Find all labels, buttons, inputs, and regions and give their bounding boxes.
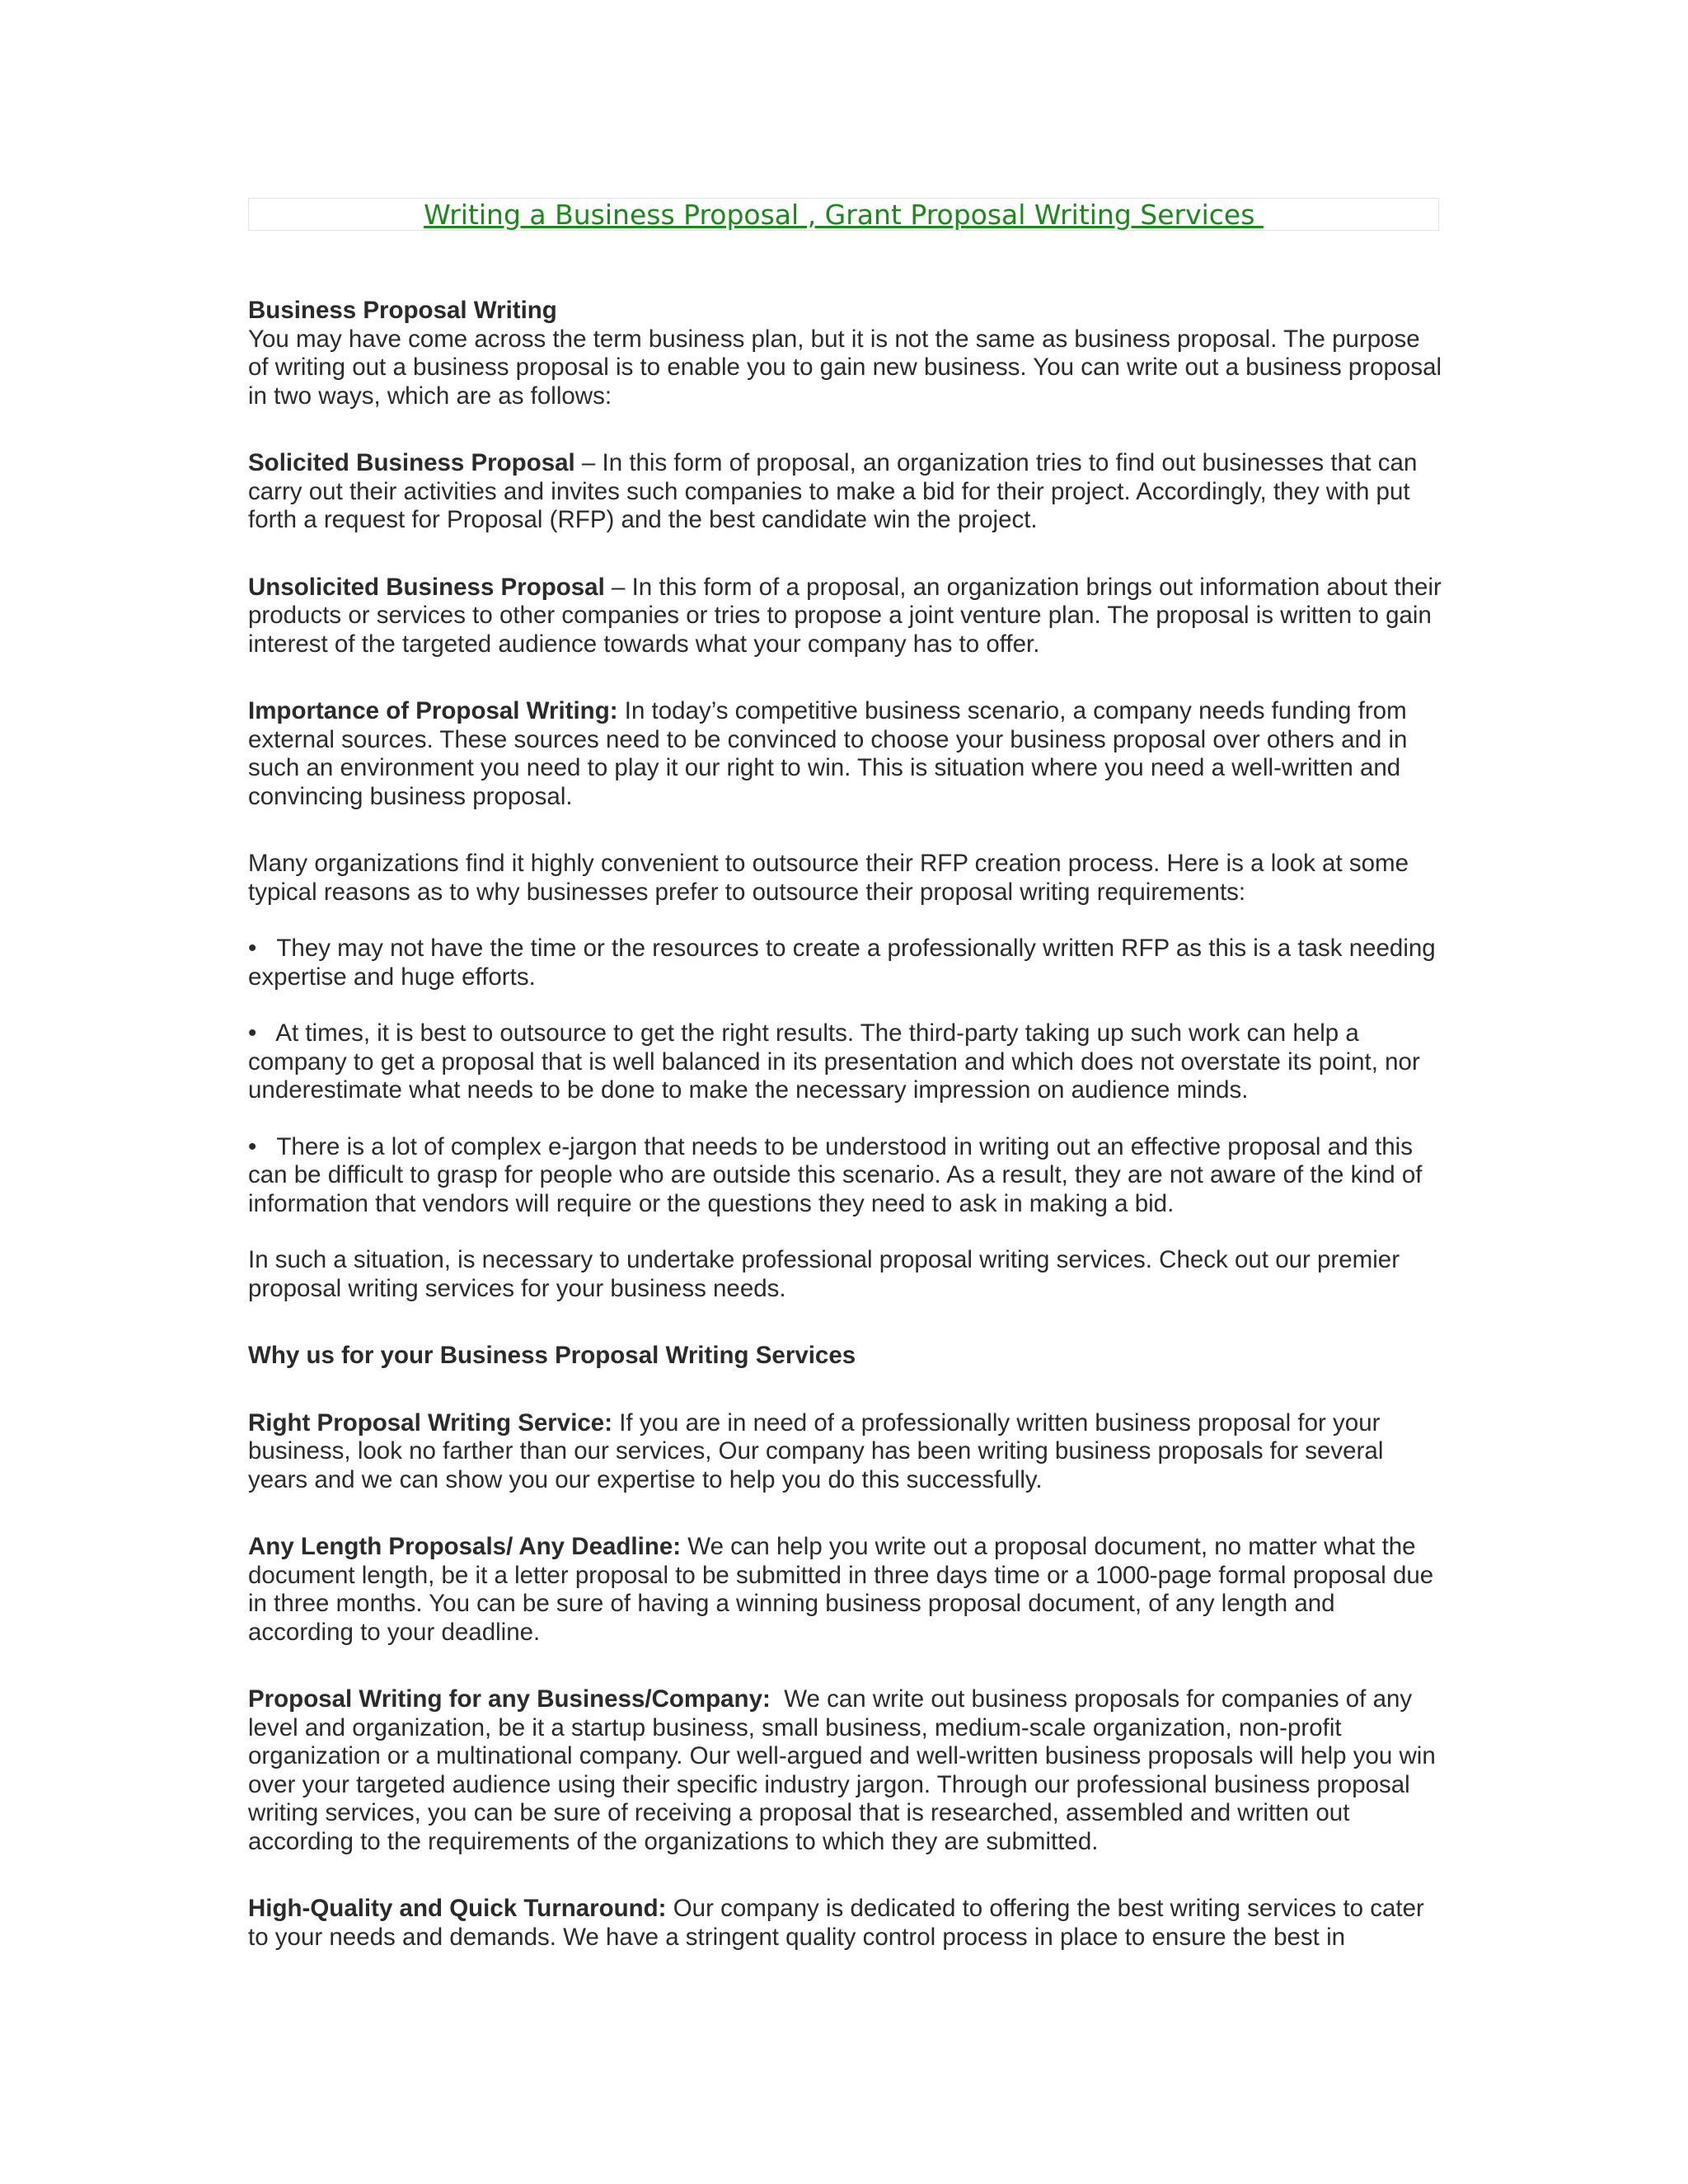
document-body	[248, 297, 1443, 1952]
importance-paragraph	[248, 697, 1443, 811]
bullet-item	[248, 1133, 1443, 1219]
bullet-item	[248, 1019, 1443, 1105]
situation-paragraph: In such a situation, is necessary to undertake professional proposal writing services. Check out our premier proposal writing services for your business needs.	[248, 1246, 1400, 1302]
quality-label: High-Quality and Quick Turnaround:	[248, 1895, 667, 1922]
unsolicited-paragraph	[248, 574, 1443, 659]
importance-label: Importance of Proposal Writing:	[248, 697, 618, 724]
any-length-label: Any Length Proposals/ Any Deadline:	[248, 1533, 682, 1560]
any-business-label: Proposal Writing for any Business/Company:	[248, 1685, 771, 1713]
bullet-icon: •	[248, 935, 277, 962]
any-business-text: We can write out business proposals for companies of any level and organization, be it a startup business, small business, medium-scale organization, non-profit organization or a multinational company. Our well-argued and well-written business proposals will help you win over your targeted audience using their specific industry jargon. Through our professional business proposal writing services, you can be sure of receiving a proposal that is researched, assembled and written out according to the requirements of the organizations to which they are submitted.	[248, 1685, 1442, 1855]
bullet-icon: •	[248, 1019, 276, 1047]
unsolicited-label: Unsolicited Business Proposal	[248, 573, 605, 601]
section-heading-business-proposal: Business Proposal Writing	[248, 297, 557, 324]
intro-paragraph: You may have come across the term business plan, but it is not the same as business proposal. The purpose of writing out a business proposal is to enable you to gain new business. You can write out a business proposal in two ways, which are as follows:	[248, 325, 1442, 410]
outsource-intro-paragraph: Many organizations find it highly convenient to outsource their RFP creation process. Here is a look at some typical reasons as to why businesses prefer to outsource their proposal writing requirements:	[248, 850, 1409, 906]
importance-text: In today’s competitive business scenario, a company needs funding from external sources. These sources need to be convinced to choose your business proposal over others and in such an environment you need to play it our right to win. This is situation where you need a well-written and convincing business proposal.	[248, 697, 1408, 810]
quality-paragraph	[248, 1895, 1443, 1952]
page-title-link[interactable]: Writing a Business Proposal , Grant Proposal Writing Services	[424, 199, 1264, 231]
bullet-text: They may not have the time or the resources to create a professionally written RFP as this is a task needing expertise and huge efforts.	[248, 935, 1436, 991]
bullet-icon: •	[248, 1132, 277, 1160]
right-service-paragraph	[248, 1409, 1443, 1495]
solicited-label: Solicited Business Proposal	[248, 449, 575, 476]
unsolicited-text: – In this form of a proposal, an organization brings out information about their products or services to other companies or tries to propose a joint venture plan. The proposal is written to gain interest of the targeted audience towards what your company has to offer.	[248, 573, 1442, 658]
solicited-paragraph	[248, 449, 1443, 535]
quality-text: Our company is dedicated to offering the best writing services to cater to your needs and demands. We have a stringent quality control process in place to ensure the best in	[248, 1895, 1424, 1951]
bullet-text: At times, it is best to outsource to get the right results. The third-party taking up such work can help a company to get a proposal that is well balanced in its presentation and which does not overstate its point, nor underestimate what needs to be done to make the necessary impression on audience minds.	[248, 1019, 1420, 1104]
right-service-text: If you are in need of a professionally written business proposal for your business, look no farther than our services, Our company has been writing business proposals for several years and we can show you our expertise to help you do this successfully.	[248, 1408, 1384, 1493]
any-length-text: We can help you write out a proposal document, no matter what the document length, be it a letter proposal to be submitted in three days time or a 1000-page formal proposal due in three months. You can be sure of having a winning business proposal document, of any length and according to your deadline.	[248, 1533, 1434, 1646]
any-business-paragraph	[248, 1685, 1443, 1856]
bullet-item	[248, 935, 1443, 991]
any-length-paragraph	[248, 1533, 1443, 1647]
solicited-text: – In this form of proposal, an organization tries to find out businesses that can carry out their activities and invites such companies to make a bid for their project. Accordingly, they with put forth a request for Proposal (RFP) and the best candidate win the project.	[248, 449, 1418, 533]
why-us-heading: Why us for your Business Proposal Writing Services	[248, 1342, 856, 1369]
right-service-label: Right Proposal Writing Service:	[248, 1408, 613, 1436]
bullet-text: There is a lot of complex e-jargon that needs to be understood in writing out an effective proposal and this can be difficult to grasp for people who are outside this scenario. As a result, they are not aware of the kind of information that vendors will require or the questions they need to ask in making a bid.	[248, 1132, 1423, 1217]
title-box	[248, 198, 1439, 231]
